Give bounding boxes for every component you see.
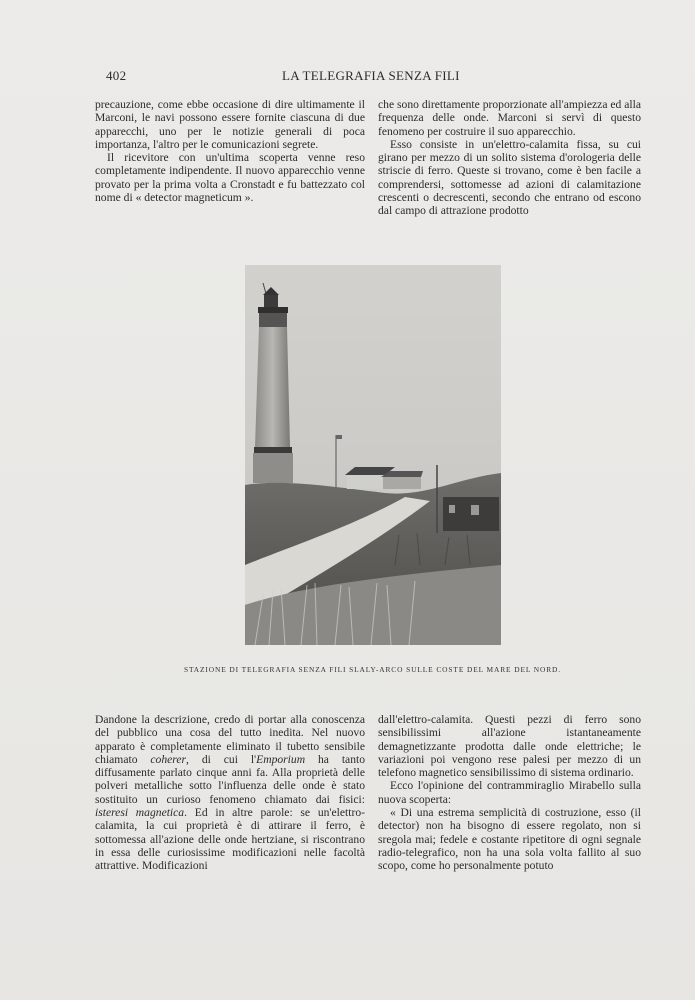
bottom-right-column [378,713,641,873]
paragraph: Il ricevitore con un'ultima scoperta venne reso completamente indipendente. Il nuovo apparecchio venne provato per la prima volta a Cronstadt e fu battezzato col nome di « detector magneticum ». [95,151,365,205]
photo-caption: STAZIONE DI TELEGRAFIA SENZA FILI SLALY-ARCO SULLE COSTE DEL MARE DEL NORD. [183,665,562,674]
bottom-left-column [95,713,365,873]
paragraph: Esso consiste in un'elettro-calamita fissa, su cui girano per mezzo di un solito sistema d'orologeria delle striscie di ferro. Queste si trovano, come è ben facile a comprendersi, sottomesse ad azioni di calamitazione crescenti o decrescenti, secondo che entrano od escono dal campo di attrazione prodotto [378,137,641,218]
photo-illustration [245,265,501,645]
running-title: LA TELEGRAFIA SENZA FILI [282,68,460,83]
top-right-column [378,98,641,218]
paragraph: precauzione, come ebbe occasione di dire ultimamente il Marconi, le navi possono essere fornite ciascuna di due apparecchi, uno per le notizie generali di poca importanza, l'altro per le comunicazioni segrete. [95,98,365,151]
paragraph: che sono direttamente proporzionate all'ampiezza ed alla frequenza delle onde. Marconi si servì di questo fenomeno per costruire il suo apparecchio. [378,98,641,138]
paragraph: dall'elettro-calamita. Questi pezzi di ferro sono sensibilissimi all'azione istantaneamente demagnetizzante prodotta dalle onde elettriche; le variazioni poi vengono rese palesi per mezzo di un telefono magnetico sensibilissimo di sistema ordinario. [378,713,641,780]
paragraph: « Di una estrema semplicità di costruzione, esso (il detector) non ha bisogno di essere regolato, non si sregola mai; fedele e costante ripetitore di ogni segnale radio-telegrafico, non ha una sola volta fallito al suo scopo, come ho personalmente potuto [378,806,641,873]
page-number: 402 [106,68,127,83]
lighthouse-photograph [245,265,501,645]
lighthouse-icon [253,283,293,483]
page-header [96,68,616,88]
paragraph: Ecco l'opinione del contrammiraglio Mirabello sulla nuova scoperta: [378,779,641,806]
hut-icon [441,487,501,531]
paragraph: Dandone la descrizione, credo di portar alla conoscenza del pubblico una cosa del tutto inedita. Nel nuovo apparato è completamente eliminato il tubetto sensibile chiamato coherer, di cui l'Emporium ha tanto diffusamente parlato cinque anni fa. Alla proprietà delle polveri metalliche sotto l'influenza delle onde è stato sostituito un curioso fenomeno chiamato dai fisici: isteresi magnetica. Ed in altre parole: se un'elettro-calamita, la cui proprietà è di attirare il ferro, è sottomessa all'azione delle onde hertziane, si riscontrano in essa delle curiosissime modificazioni nelle facoltà attrattive. Modificazioni [95,713,366,873]
top-left-column [95,98,365,204]
